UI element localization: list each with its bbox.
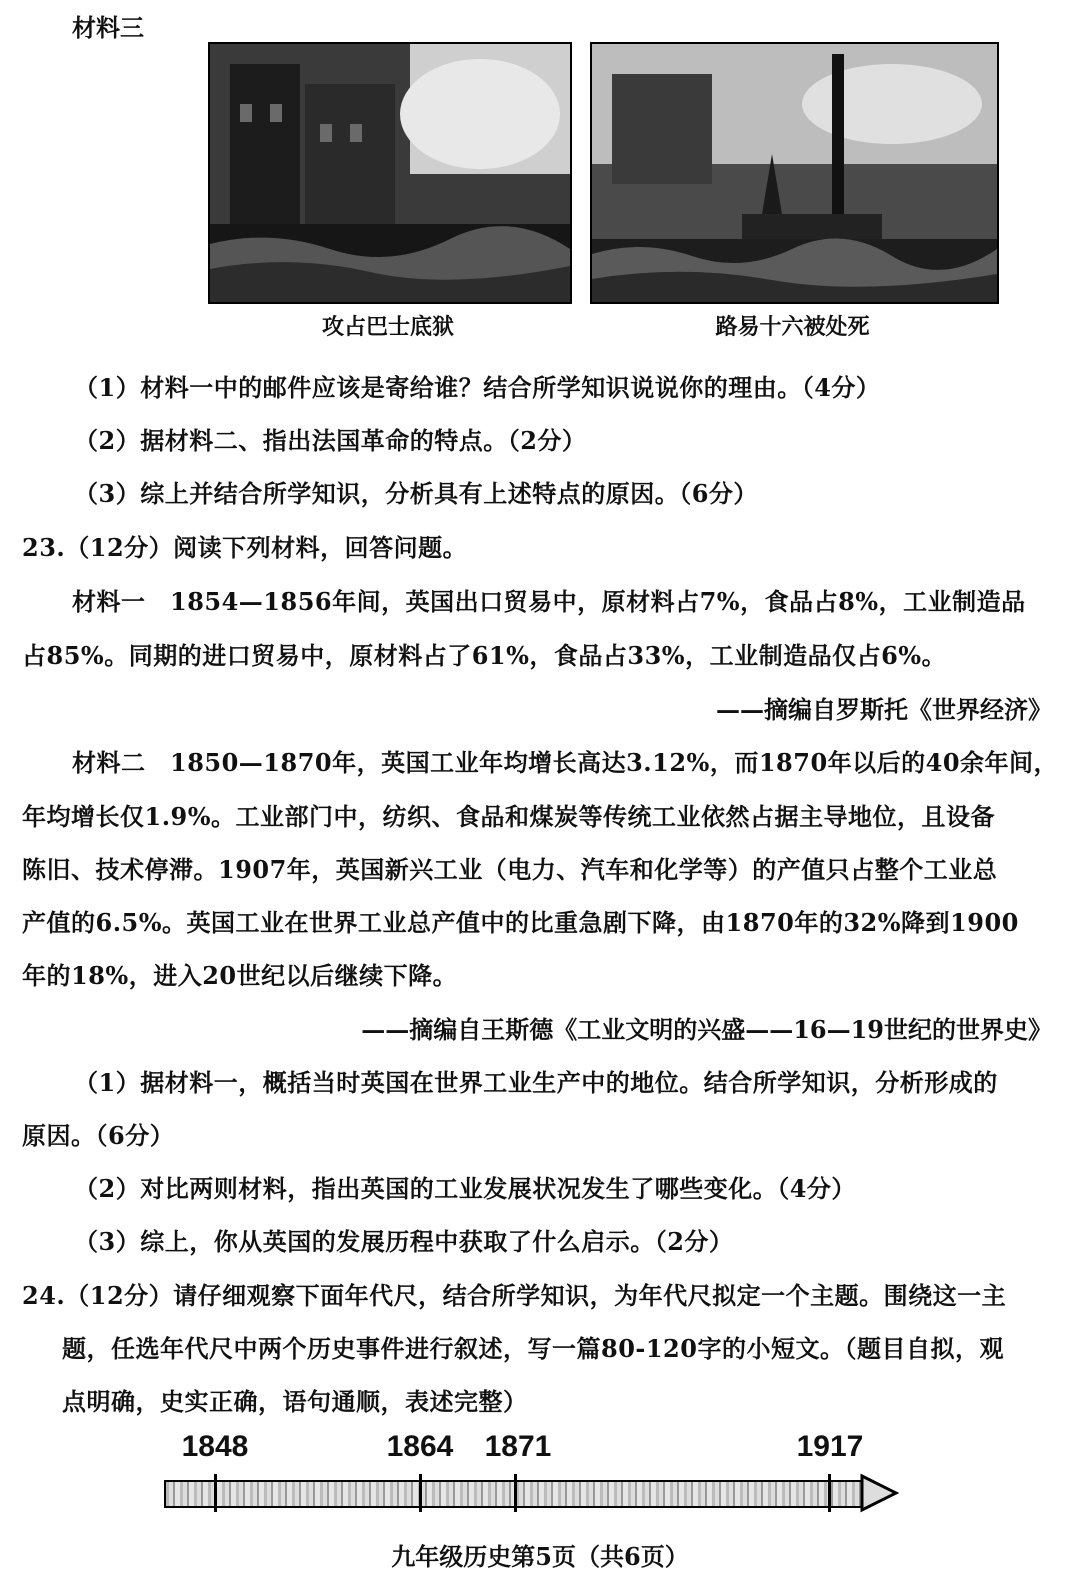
storming-bastille-image <box>208 42 572 304</box>
q23-material2-source: ——摘编自王斯德《工业文明的兴盛——16—19世纪的世界史》 <box>361 1015 1052 1044</box>
page-footer: 九年级历史第5页（共6页） <box>391 1542 689 1571</box>
timeline-tick <box>419 1474 422 1512</box>
timeline-tick <box>828 1474 831 1512</box>
q23-material2-line: 材料二 1850—1870年，英国工业年均增长高达3.12%，而1870年以后的40余年间， <box>72 748 1059 777</box>
execution-louis-xvi-image <box>590 42 999 304</box>
timeline <box>160 1430 920 1520</box>
timeline-year: 1864 <box>386 1430 454 1463</box>
q23-subquestion: （3）综上，你从英国的发展历程中获取了什么启示。（2分） <box>74 1227 734 1256</box>
q23-material2-line: 年均增长仅1.9%。工业部门中，纺织、食品和煤炭等传统工业依然占据主导地位，且设备 <box>22 802 996 831</box>
q24-line: 点明确，史实正确，语句通顺，表述完整） <box>62 1387 528 1416</box>
image-caption-louis-xvi: 路易十六被处死 <box>715 314 870 340</box>
q23-material2-line: 产值的6.5%。英国工业在世界工业总产值中的比重急剧下降，由1870年的32%降到1900 <box>22 908 1019 937</box>
q23-subquestion: 原因。（6分） <box>22 1121 175 1150</box>
image-caption-bastille: 攻占巴士底狱 <box>321 314 454 340</box>
q23-title: 23.（12分）阅读下列材料，回答问题。 <box>22 533 468 562</box>
q23-material2-line: 年的18%，进入20世纪以后继续下降。 <box>22 961 458 990</box>
q23-material1-source: ——摘编自罗斯托《世界经济》 <box>716 695 1052 724</box>
q23-subquestion: （1）据材料一，概括当时英国在世界工业生产中的地位。结合所学知识，分析形成的 <box>74 1068 998 1097</box>
timeline-year: 1917 <box>796 1430 864 1463</box>
timeline-tick <box>214 1474 217 1512</box>
q23-material1-line: 占85%。同期的进口贸易中，原材料占了61%，食品占33%，工业制造品仅占6%。 <box>22 641 947 670</box>
arrow-right-icon <box>860 1470 900 1516</box>
material3-label: 材料三 <box>72 13 144 42</box>
q22-subquestion-3: （3）综上并结合所学知识，分析具有上述特点的原因。（6分） <box>74 479 758 508</box>
q23-material1-line: 材料一 1854—1856年间，英国出口贸易中，原材料占7%，食品占8%，工业制造品 <box>72 587 1026 616</box>
q23-material2-line: 陈旧、技术停滞。1907年，英国新兴工业（电力、汽车和化学等）的产值只占整个工业总 <box>22 855 998 884</box>
q23-subquestion: （2）对比两则材料，指出英国的工业发展状况发生了哪些变化。（4分） <box>74 1174 856 1203</box>
q24-line: 题，任选年代尺中两个历史事件进行叙述，写一篇80-120字的小短文。（题目自拟，观 <box>62 1334 1004 1363</box>
timeline-tick <box>514 1474 517 1512</box>
q24-line: 24.（12分）请仔细观察下面年代尺，结合所学知识，为年代尺拟定一个主题。围绕这一主 <box>22 1281 1007 1310</box>
timeline-year: 1871 <box>484 1430 552 1463</box>
timeline-year: 1848 <box>181 1430 249 1463</box>
q22-subquestion-2: （2）据材料二、指出法国革命的特点。（2分） <box>74 426 587 455</box>
q22-subquestion-1: （1）材料一中的邮件应该是寄给谁？结合所学知识说说你的理由。（4分） <box>74 373 881 402</box>
